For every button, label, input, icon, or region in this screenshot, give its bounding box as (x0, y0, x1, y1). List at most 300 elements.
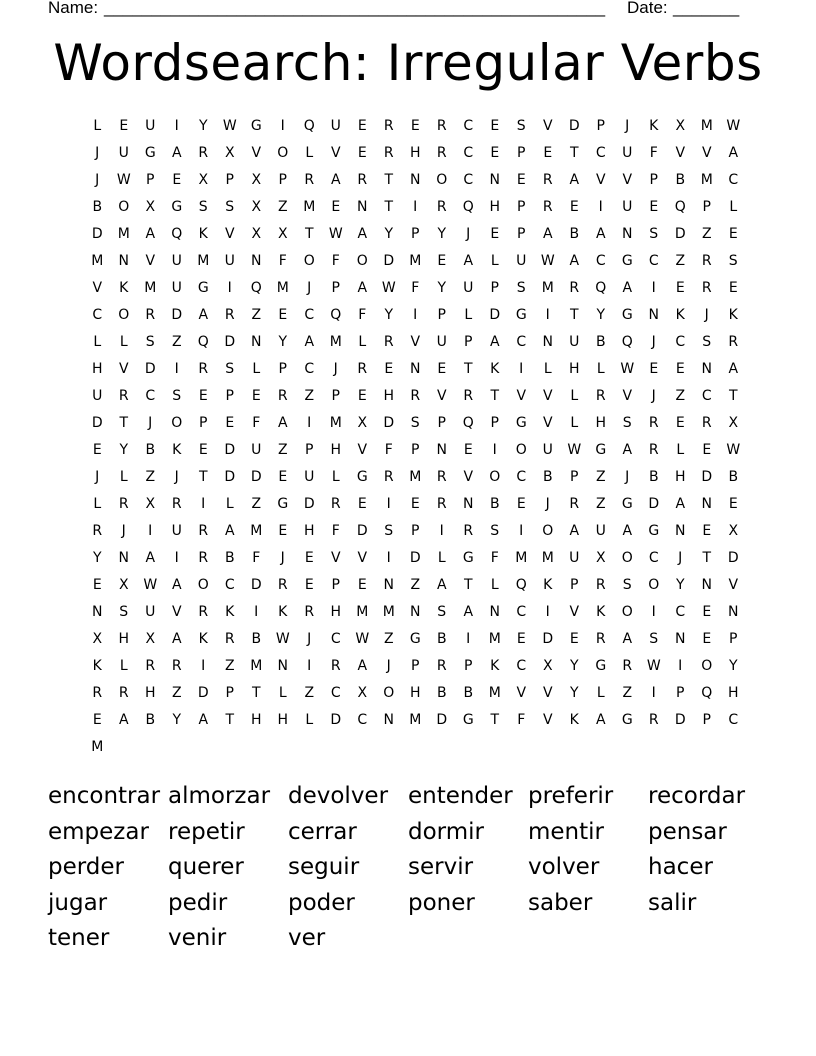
grid-cell[interactable]: U (330, 118, 341, 134)
grid-cell[interactable]: Y (92, 550, 102, 566)
grid-cell[interactable]: A (224, 523, 235, 539)
grid-cell[interactable]: C (675, 604, 686, 620)
grid-cell[interactable]: N (410, 604, 421, 620)
grid-cell[interactable]: Y (278, 334, 288, 350)
grid-cell[interactable]: T (569, 307, 579, 323)
grid-cell[interactable]: M (488, 685, 501, 701)
grid-cell[interactable]: V (251, 145, 262, 161)
grid-cell[interactable]: G (648, 523, 660, 539)
grid-cell[interactable]: U (516, 253, 527, 269)
grid-cell[interactable]: N (410, 361, 421, 377)
grid-cell[interactable]: Z (675, 388, 686, 404)
grid-cell[interactable]: Q (621, 334, 633, 350)
grid-cell[interactable]: K (198, 631, 208, 647)
grid-cell[interactable]: O (701, 658, 713, 674)
grid-cell[interactable]: L (119, 469, 128, 485)
grid-cell[interactable]: Z (171, 334, 182, 350)
grid-cell[interactable]: R (145, 307, 156, 323)
grid-cell[interactable]: O (436, 172, 448, 188)
grid-cell[interactable]: B (145, 442, 156, 458)
grid-cell[interactable]: M (700, 172, 713, 188)
grid-cell[interactable]: B (489, 496, 500, 512)
grid-cell[interactable]: V (622, 172, 633, 188)
grid-cell[interactable]: J (466, 226, 471, 242)
grid-cell[interactable]: I (201, 658, 206, 674)
grid-cell[interactable]: V (542, 388, 553, 404)
grid-cell[interactable]: L (596, 685, 605, 701)
grid-cell[interactable]: K (490, 361, 500, 377)
grid-cell[interactable]: E (225, 415, 235, 431)
grid-cell[interactable]: M (700, 118, 713, 134)
grid-cell[interactable]: C (304, 307, 315, 323)
grid-cell[interactable]: C (330, 685, 341, 701)
grid-cell[interactable]: J (651, 388, 656, 404)
grid-cell[interactable]: J (651, 334, 656, 350)
grid-cell[interactable]: Z (622, 685, 633, 701)
grid-cell[interactable]: K (225, 604, 235, 620)
grid-cell[interactable]: P (570, 469, 579, 485)
grid-cell[interactable]: A (595, 226, 606, 242)
grid-cell[interactable]: E (728, 280, 738, 296)
grid-cell[interactable]: D (489, 307, 501, 323)
grid-cell[interactable]: M (488, 631, 501, 647)
grid-cell[interactable]: E (357, 388, 367, 404)
grid-cell[interactable]: P (278, 361, 287, 377)
grid-cell[interactable]: X (145, 496, 156, 512)
grid-cell[interactable]: P (225, 172, 234, 188)
grid-cell[interactable]: C (463, 172, 474, 188)
grid-cell[interactable]: D (197, 685, 209, 701)
grid-cell[interactable]: L (252, 361, 261, 377)
grid-cell[interactable]: J (386, 658, 391, 674)
grid-cell[interactable]: G (277, 496, 289, 512)
grid-cell[interactable]: R (436, 118, 447, 134)
grid-cell[interactable]: R (383, 469, 394, 485)
grid-cell[interactable]: J (678, 550, 683, 566)
grid-cell[interactable]: R (198, 550, 209, 566)
grid-cell[interactable]: K (569, 712, 579, 728)
grid-cell[interactable]: C (330, 631, 341, 647)
grid-cell[interactable]: A (622, 523, 633, 539)
grid-cell[interactable]: M (329, 415, 342, 431)
grid-cell[interactable]: L (331, 469, 340, 485)
grid-cell[interactable]: A (277, 415, 288, 431)
grid-cell[interactable]: I (413, 199, 418, 215)
grid-cell[interactable]: R (330, 658, 341, 674)
grid-cell[interactable]: C (516, 604, 527, 620)
grid-cell[interactable]: C (357, 712, 368, 728)
grid-cell[interactable]: F (331, 253, 340, 269)
grid-cell[interactable]: V (118, 361, 129, 377)
grid-cell[interactable]: A (118, 712, 129, 728)
grid-cell[interactable]: U (145, 604, 156, 620)
grid-cell[interactable]: J (307, 631, 312, 647)
grid-cell[interactable]: L (305, 712, 314, 728)
grid-cell[interactable]: D (383, 415, 395, 431)
grid-cell[interactable]: Z (383, 631, 394, 647)
grid-cell[interactable]: R (383, 145, 394, 161)
grid-cell[interactable]: K (543, 577, 553, 593)
grid-cell[interactable]: P (464, 658, 473, 674)
grid-cell[interactable]: E (92, 442, 102, 458)
grid-cell[interactable]: W (328, 226, 343, 242)
grid-cell[interactable]: B (675, 172, 686, 188)
grid-cell[interactable]: R (198, 604, 209, 620)
grid-cell[interactable]: Y (119, 442, 129, 458)
grid-cell[interactable]: Q (462, 415, 474, 431)
grid-cell[interactable]: E (357, 496, 367, 512)
grid-cell[interactable]: Q (595, 280, 607, 296)
grid-cell[interactable]: E (304, 550, 314, 566)
grid-cell[interactable]: H (489, 199, 501, 215)
grid-cell[interactable]: I (174, 118, 179, 134)
grid-cell[interactable]: J (704, 307, 709, 323)
grid-cell[interactable]: B (436, 685, 447, 701)
grid-cell[interactable]: M (197, 253, 210, 269)
grid-cell[interactable]: G (144, 145, 156, 161)
grid-cell[interactable]: A (622, 631, 633, 647)
grid-cell[interactable]: W (567, 442, 582, 458)
grid-cell[interactable]: R (171, 658, 182, 674)
grid-cell[interactable]: C (145, 388, 156, 404)
grid-cell[interactable]: L (596, 361, 605, 377)
grid-cell[interactable]: W (275, 631, 290, 647)
grid-cell[interactable]: N (701, 577, 712, 593)
grid-cell[interactable]: T (490, 712, 500, 728)
grid-cell[interactable]: O (648, 577, 660, 593)
grid-cell[interactable]: K (119, 280, 129, 296)
grid-cell[interactable]: N (251, 253, 262, 269)
grid-cell[interactable]: W (726, 118, 741, 134)
grid-cell[interactable]: Z (145, 469, 156, 485)
grid-cell[interactable]: D (409, 550, 421, 566)
grid-cell[interactable]: U (436, 334, 447, 350)
grid-cell[interactable]: L (93, 334, 102, 350)
grid-cell[interactable]: V (675, 145, 686, 161)
grid-cell[interactable]: V (701, 145, 712, 161)
grid-cell[interactable]: Y (728, 658, 738, 674)
grid-cell[interactable]: T (490, 388, 500, 404)
grid-cell[interactable]: E (410, 496, 420, 512)
grid-cell[interactable]: M (409, 469, 422, 485)
grid-cell[interactable]: Q (197, 334, 209, 350)
grid-cell[interactable]: C (516, 469, 527, 485)
grid-cell[interactable]: N (92, 604, 103, 620)
grid-cell[interactable]: T (569, 145, 579, 161)
grid-cell[interactable]: E (357, 577, 367, 593)
grid-cell[interactable]: B (463, 685, 474, 701)
grid-cell[interactable]: J (307, 280, 312, 296)
grid-cell[interactable]: M (356, 604, 369, 620)
grid-cell[interactable]: D (674, 226, 686, 242)
grid-cell[interactable]: S (225, 361, 235, 377)
grid-cell[interactable]: V (463, 469, 474, 485)
grid-cell[interactable]: D (224, 334, 236, 350)
grid-cell[interactable]: G (356, 469, 368, 485)
grid-cell[interactable]: R (92, 685, 103, 701)
grid-cell[interactable]: T (304, 226, 314, 242)
grid-cell[interactable]: V (224, 226, 235, 242)
grid-cell[interactable]: R (304, 604, 315, 620)
grid-cell[interactable]: G (595, 658, 607, 674)
grid-cell[interactable]: I (651, 685, 656, 701)
grid-cell[interactable]: P (437, 415, 446, 431)
grid-cell[interactable]: K (649, 118, 659, 134)
grid-cell[interactable]: S (145, 334, 155, 350)
grid-cell[interactable]: H (595, 415, 607, 431)
grid-cell[interactable]: C (701, 388, 712, 404)
grid-cell[interactable]: S (437, 604, 447, 620)
grid-cell[interactable]: M (303, 199, 316, 215)
grid-cell[interactable]: S (119, 604, 129, 620)
grid-cell[interactable]: S (198, 199, 208, 215)
grid-cell[interactable]: E (410, 118, 420, 134)
grid-cell[interactable]: F (649, 145, 658, 161)
grid-cell[interactable]: N (383, 577, 394, 593)
grid-cell[interactable]: V (436, 388, 447, 404)
grid-cell[interactable]: B (436, 631, 447, 647)
grid-cell[interactable]: J (545, 496, 550, 512)
grid-cell[interactable]: D (91, 226, 103, 242)
grid-cell[interactable]: P (676, 685, 685, 701)
grid-cell[interactable]: A (542, 226, 553, 242)
grid-cell[interactable]: P (146, 172, 155, 188)
grid-cell[interactable]: K (278, 604, 288, 620)
grid-cell[interactable]: L (729, 199, 738, 215)
grid-cell[interactable]: Q (701, 685, 713, 701)
grid-cell[interactable]: F (252, 415, 261, 431)
grid-cell[interactable]: I (386, 496, 391, 512)
grid-cell[interactable]: T (384, 172, 394, 188)
grid-cell[interactable]: I (492, 442, 497, 458)
grid-cell[interactable]: A (728, 361, 739, 377)
grid-cell[interactable]: I (519, 523, 524, 539)
grid-cell[interactable]: D (701, 469, 713, 485)
grid-cell[interactable]: V (357, 442, 368, 458)
grid-cell[interactable]: G (409, 631, 421, 647)
grid-cell[interactable]: L (358, 334, 367, 350)
grid-cell[interactable]: D (356, 523, 368, 539)
grid-cell[interactable]: A (171, 631, 182, 647)
grid-cell[interactable]: I (174, 550, 179, 566)
grid-cell[interactable]: F (331, 523, 340, 539)
grid-cell[interactable]: A (357, 658, 368, 674)
grid-cell[interactable]: M (117, 226, 130, 242)
grid-cell[interactable]: M (409, 712, 422, 728)
grid-cell[interactable]: A (145, 226, 156, 242)
grid-cell[interactable]: V (542, 685, 553, 701)
grid-cell[interactable]: Y (675, 577, 685, 593)
grid-cell[interactable]: D (568, 118, 580, 134)
grid-cell[interactable]: X (224, 145, 235, 161)
grid-cell[interactable]: L (305, 145, 314, 161)
grid-cell[interactable]: P (464, 334, 473, 350)
grid-cell[interactable]: P (729, 631, 738, 647)
grid-cell[interactable]: D (250, 469, 262, 485)
grid-cell[interactable]: P (199, 415, 208, 431)
grid-cell[interactable]: D (648, 496, 660, 512)
grid-cell[interactable]: K (728, 307, 738, 323)
grid-cell[interactable]: R (118, 388, 129, 404)
grid-cell[interactable]: R (118, 685, 129, 701)
grid-cell[interactable]: J (625, 118, 630, 134)
grid-cell[interactable]: R (171, 496, 182, 512)
grid-cell[interactable]: R (463, 388, 474, 404)
grid-cell[interactable]: E (198, 388, 208, 404)
grid-cell[interactable]: X (728, 415, 739, 431)
grid-cell[interactable]: D (224, 469, 236, 485)
grid-cell[interactable]: G (171, 199, 183, 215)
grid-cell[interactable]: G (515, 307, 527, 323)
grid-cell[interactable]: M (515, 550, 528, 566)
grid-cell[interactable]: R (330, 496, 341, 512)
grid-cell[interactable]: E (543, 145, 553, 161)
date-field[interactable]: _______ (673, 0, 740, 17)
grid-cell[interactable]: Z (251, 496, 262, 512)
grid-cell[interactable]: O (621, 604, 633, 620)
grid-cell[interactable]: X (251, 199, 262, 215)
grid-cell[interactable]: E (251, 388, 261, 404)
grid-cell[interactable]: J (174, 469, 179, 485)
grid-cell[interactable]: H (144, 685, 156, 701)
grid-cell[interactable]: O (356, 253, 368, 269)
grid-cell[interactable]: I (466, 631, 471, 647)
grid-cell[interactable]: G (515, 415, 527, 431)
grid-cell[interactable]: J (148, 415, 153, 431)
grid-cell[interactable]: D (144, 361, 156, 377)
grid-cell[interactable]: U (224, 253, 235, 269)
grid-cell[interactable]: Y (569, 658, 579, 674)
grid-cell[interactable]: E (198, 442, 208, 458)
grid-cell[interactable]: B (251, 631, 262, 647)
grid-cell[interactable]: E (92, 712, 102, 728)
grid-cell[interactable]: H (568, 361, 580, 377)
grid-cell[interactable]: N (357, 199, 368, 215)
grid-cell[interactable]: U (622, 145, 633, 161)
grid-cell[interactable]: D (436, 712, 448, 728)
grid-cell[interactable]: X (728, 523, 739, 539)
grid-cell[interactable]: N (118, 550, 129, 566)
grid-cell[interactable]: X (277, 226, 288, 242)
grid-cell[interactable]: R (436, 145, 447, 161)
grid-cell[interactable]: C (92, 307, 103, 323)
grid-cell[interactable]: R (648, 712, 659, 728)
grid-cell[interactable]: E (437, 361, 447, 377)
grid-cell[interactable]: P (411, 442, 420, 458)
grid-cell[interactable]: V (542, 118, 553, 134)
grid-cell[interactable]: X (542, 658, 553, 674)
grid-cell[interactable]: T (119, 415, 129, 431)
grid-cell[interactable]: Z (251, 307, 262, 323)
grid-cell[interactable]: C (728, 172, 739, 188)
grid-cell[interactable]: Q (303, 118, 315, 134)
grid-cell[interactable]: N (675, 523, 686, 539)
grid-cell[interactable]: W (540, 253, 555, 269)
grid-cell[interactable]: Y (437, 280, 447, 296)
grid-cell[interactable]: R (595, 388, 606, 404)
grid-cell[interactable]: V (516, 685, 527, 701)
grid-cell[interactable]: Q (171, 226, 183, 242)
grid-cell[interactable]: N (251, 334, 262, 350)
grid-cell[interactable]: X (357, 685, 368, 701)
grid-cell[interactable]: R (728, 334, 739, 350)
grid-cell[interactable]: A (357, 280, 368, 296)
grid-cell[interactable]: Y (172, 712, 182, 728)
grid-cell[interactable]: O (515, 442, 527, 458)
grid-cell[interactable]: W (143, 577, 158, 593)
grid-cell[interactable]: U (304, 469, 315, 485)
grid-cell[interactable]: A (675, 496, 686, 512)
grid-cell[interactable]: E (702, 631, 712, 647)
grid-cell[interactable]: H (383, 388, 395, 404)
grid-cell[interactable]: E (728, 496, 738, 512)
grid-cell[interactable]: R (92, 523, 103, 539)
grid-cell[interactable]: F (252, 550, 261, 566)
grid-cell[interactable]: G (250, 118, 262, 134)
grid-cell[interactable]: S (649, 631, 659, 647)
grid-cell[interactable]: P (278, 172, 287, 188)
grid-cell[interactable]: I (386, 550, 391, 566)
grid-cell[interactable]: R (648, 442, 659, 458)
grid-cell[interactable]: M (144, 280, 157, 296)
grid-cell[interactable]: R (463, 523, 474, 539)
grid-cell[interactable]: Y (384, 307, 394, 323)
grid-cell[interactable]: F (517, 712, 526, 728)
grid-cell[interactable]: Y (569, 685, 579, 701)
grid-cell[interactable]: R (569, 280, 580, 296)
grid-cell[interactable]: N (728, 604, 739, 620)
grid-cell[interactable]: L (119, 658, 128, 674)
grid-cell[interactable]: Z (277, 442, 288, 458)
grid-cell[interactable]: R (701, 280, 712, 296)
grid-cell[interactable]: R (595, 631, 606, 647)
grid-cell[interactable]: L (490, 253, 499, 269)
grid-cell[interactable]: C (224, 577, 235, 593)
grid-cell[interactable]: A (357, 226, 368, 242)
grid-cell[interactable]: E (278, 307, 288, 323)
grid-cell[interactable]: R (198, 145, 209, 161)
grid-cell[interactable]: N (489, 604, 500, 620)
grid-cell[interactable]: V (357, 550, 368, 566)
grid-cell[interactable]: Q (250, 280, 262, 296)
grid-cell[interactable]: E (728, 226, 738, 242)
grid-cell[interactable]: L (119, 334, 128, 350)
grid-cell[interactable]: K (490, 658, 500, 674)
grid-cell[interactable]: N (489, 172, 500, 188)
grid-cell[interactable]: Q (674, 199, 686, 215)
grid-cell[interactable]: E (490, 145, 500, 161)
grid-cell[interactable]: H (330, 442, 342, 458)
grid-cell[interactable]: P (437, 307, 446, 323)
grid-cell[interactable]: S (702, 334, 712, 350)
grid-cell[interactable]: N (701, 361, 712, 377)
grid-cell[interactable]: U (171, 253, 182, 269)
grid-cell[interactable]: D (674, 712, 686, 728)
grid-cell[interactable]: R (357, 361, 368, 377)
grid-cell[interactable]: F (490, 550, 499, 566)
grid-cell[interactable]: X (357, 415, 368, 431)
grid-cell[interactable]: X (198, 172, 209, 188)
grid-cell[interactable]: R (277, 577, 288, 593)
grid-cell[interactable]: P (649, 172, 658, 188)
grid-cell[interactable]: Z (171, 685, 182, 701)
grid-cell[interactable]: N (118, 253, 129, 269)
grid-cell[interactable]: E (357, 118, 367, 134)
grid-cell[interactable]: E (278, 469, 288, 485)
grid-cell[interactable]: R (198, 361, 209, 377)
grid-cell[interactable]: V (330, 145, 341, 161)
grid-cell[interactable]: O (621, 550, 633, 566)
